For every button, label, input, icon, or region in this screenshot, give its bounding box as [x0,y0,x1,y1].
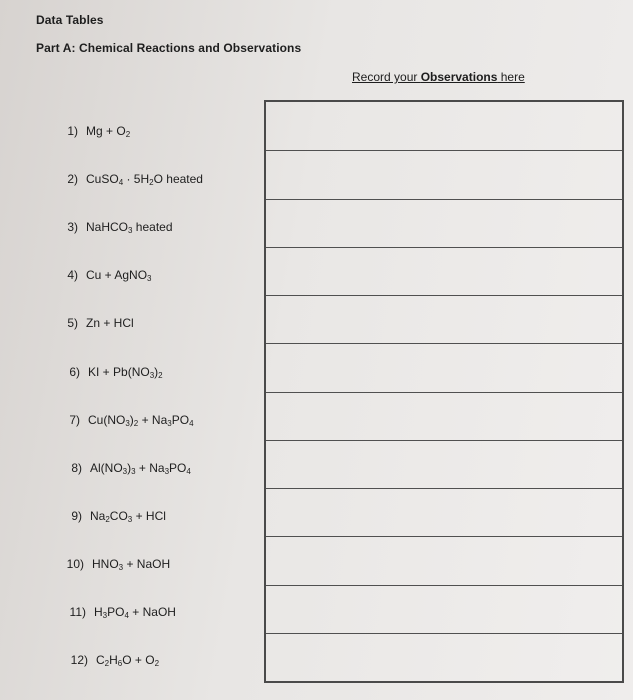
row-divider [266,247,622,248]
observations-header-suffix: here [497,70,525,84]
reaction-formula [86,172,203,186]
reaction-formula [90,509,166,523]
reaction-number: 8) [71,460,82,475]
reaction-formula [86,316,134,330]
formula-subscript: 4 [186,466,191,476]
row-divider [266,440,622,441]
formula-text: ) [127,460,132,475]
reaction-formula [88,365,163,379]
formula-text: H [109,653,118,668]
formula-subscript: 3 [125,418,130,428]
formula-subscript: 3 [147,274,152,284]
formula-text: KI + Pb(NO [88,364,150,379]
formula-text: CO [109,508,128,523]
observations-header-emphasis: Observations [420,70,498,84]
row-divider [266,488,622,489]
row-divider [266,536,622,537]
formula-subscript: 3 [167,418,172,428]
observation-cell[interactable] [266,392,622,440]
formula-text: + NaOH [128,605,176,619]
reaction-number: 11) [69,605,86,619]
formula-subscript: 3 [149,370,155,380]
formula-text: ) [154,364,159,379]
observations-header-prefix: Record your [352,70,421,84]
formula-text: + HCl [132,508,166,523]
formula-subscript: 2 [149,178,154,188]
formula-text: Na [90,508,106,523]
formula-text: Mg + O [86,124,126,138]
reaction-formula [94,605,176,619]
formula-subscript: 3 [164,466,170,476]
reaction-number: 4) [67,268,78,283]
formula-text: + Na [135,460,165,475]
reaction-formula [88,413,194,427]
observation-cell[interactable] [266,343,622,391]
reaction-formula [90,461,191,475]
formula-text: O heated [153,172,203,187]
formula-subscript: 2 [133,418,139,428]
formula-text: Zn + HCl [86,316,134,331]
observation-cell[interactable] [266,150,622,198]
row-divider [266,585,622,586]
reaction-number: 3) [67,220,78,235]
observation-cell[interactable] [266,247,622,295]
formula-text: NaHCO [86,220,129,235]
reaction-number: 5) [67,316,78,331]
formula-text: PO [169,460,187,475]
row-divider [266,392,622,393]
reaction-number: 12) [70,653,88,668]
formula-subscript: 2 [154,659,160,669]
formula-subscript: 2 [105,514,110,524]
row-divider [266,295,622,296]
formula-text: HNO [92,556,119,571]
observation-cell[interactable] [266,536,622,584]
formula-text: heated [132,220,173,235]
formula-subscript: 2 [104,659,110,669]
reaction-number: 9) [71,508,82,523]
reaction-number: 1) [67,124,78,138]
row-divider [266,343,622,344]
observation-cell[interactable] [266,633,622,681]
reaction-formula [92,557,170,571]
formula-subscript: 3 [118,562,124,572]
formula-subscript: 3 [127,514,133,524]
part-title: Part A: Chemical Reactions and Observations [36,41,302,55]
observations-table [264,100,624,683]
observation-cell[interactable] [266,295,622,343]
formula-text: + Na [138,412,168,427]
reaction-number: 7) [69,412,80,427]
formula-text: CuSO [86,172,119,187]
formula-text: H [94,605,103,619]
reaction-number: 10) [66,556,84,571]
observations-header [352,70,525,84]
formula-text: · 5H [123,172,150,187]
reaction-formula [96,653,159,667]
formula-text: PO [171,412,190,427]
row-divider [266,150,622,151]
formula-text: O + O [122,653,155,668]
formula-text: Cu + AgNO [86,268,148,283]
formula-text: Cu(NO [88,412,126,427]
reaction-formula [86,124,130,138]
observation-cell[interactable] [266,440,622,488]
row-divider [266,199,622,200]
reaction-formula [86,220,173,234]
formula-text: PO [107,605,125,619]
page-title: Data Tables [36,13,104,27]
formula-subscript: 4 [189,418,194,428]
formula-subscript: 4 [124,611,129,620]
reaction-number: 6) [69,364,80,379]
formula-text: Al(NO [90,460,123,475]
row-divider [266,633,622,634]
formula-subscript: 2 [125,130,131,139]
observation-cell[interactable] [266,199,622,247]
formula-subscript: 3 [128,226,133,236]
formula-subscript: 2 [158,370,163,380]
formula-text: C [96,653,105,668]
reaction-formula [86,268,151,282]
observation-cell[interactable] [266,488,622,536]
reaction-number: 2) [67,172,78,187]
formula-subscript: 6 [117,659,123,669]
formula-subscript: 4 [118,178,124,188]
formula-subscript: 3 [102,611,108,620]
formula-subscript: 3 [122,466,128,476]
formula-subscript: 3 [131,466,136,476]
formula-text: + NaOH [123,556,171,571]
observation-cell[interactable] [266,585,622,633]
observation-cell[interactable] [266,102,622,150]
formula-text: ) [129,412,134,427]
